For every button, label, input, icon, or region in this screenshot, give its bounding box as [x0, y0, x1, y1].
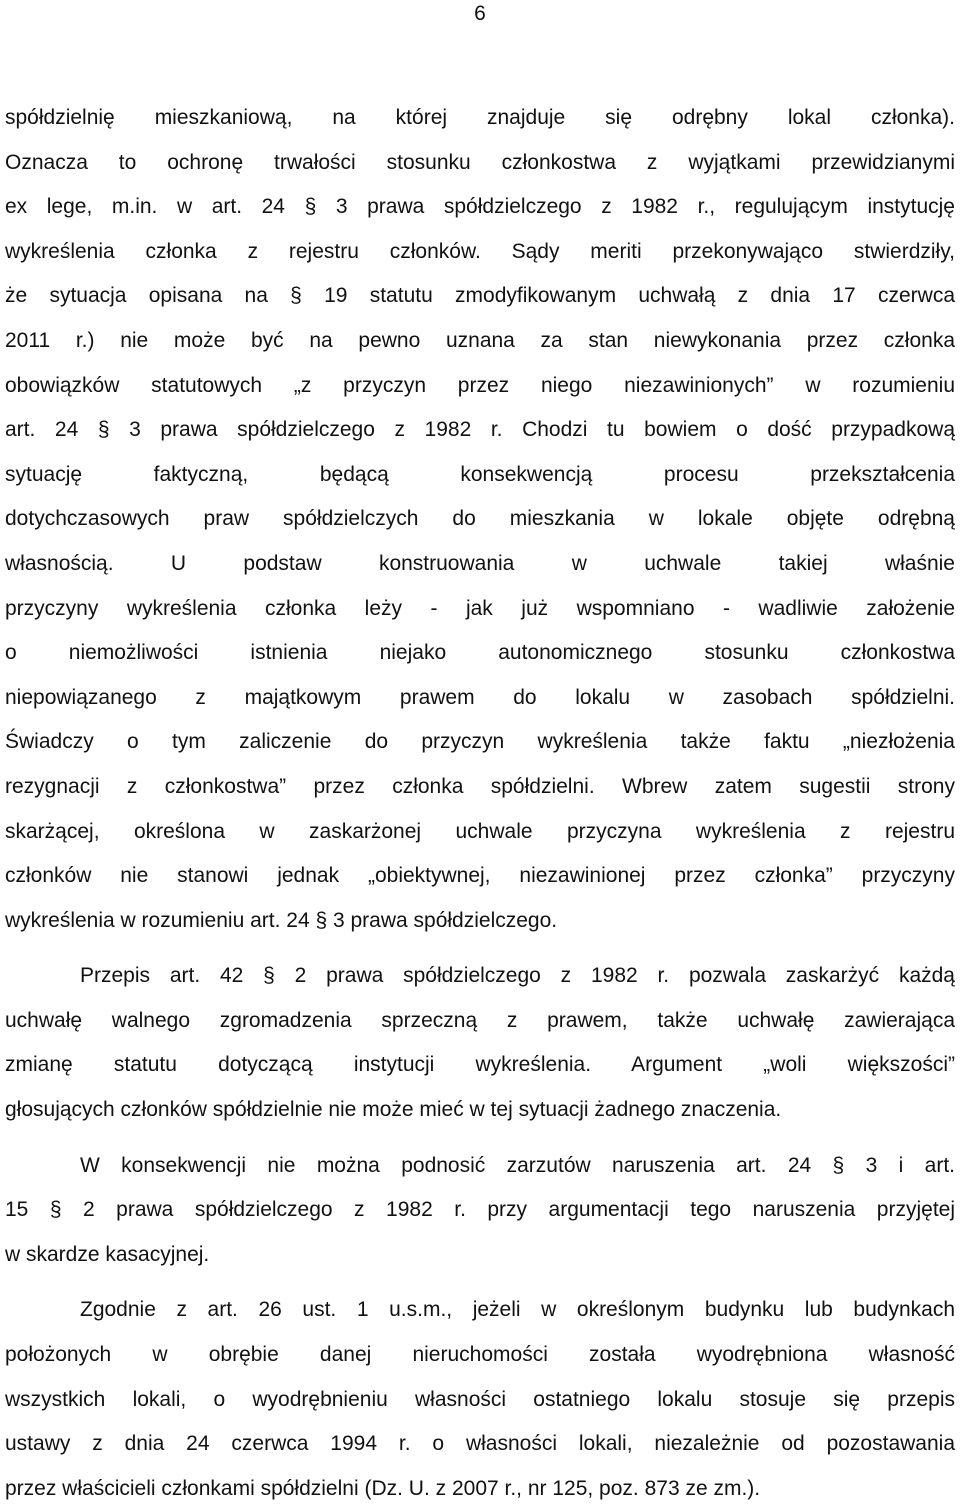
text-line: Świadczy o tym zaliczenie do przyczyn wykreślenia także faktu „niezłożenia — [5, 730, 955, 754]
paragraph-2 — [5, 954, 955, 1132]
text-line: o niemożliwości istnienia niejako autonomicznego stosunku członkostwa — [5, 641, 955, 665]
text-line: przyczyny wykreślenia członka leży - jak już wspomniano - wadliwie założenie — [5, 596, 955, 620]
paragraph-4 — [5, 1288, 955, 1511]
text-line: skarżącej, określona w zaskarżonej uchwale przyczyna wykreślenia z rejestru — [5, 819, 955, 843]
text-line: przez właścicieli członkami spółdzielni (Dz. U. z 2007 r., nr 125, poz. 873 ze zm.). — [5, 1476, 761, 1500]
text-line: 2011 r.) nie może być na pewno uznana za stan niewykonania przez członka — [5, 328, 955, 352]
text-line: obowiązków statutowych „z przyczyn przez niego niezawinionych” w rozumieniu — [5, 373, 955, 397]
text-line: w skardze kasacyjnej. — [5, 1242, 210, 1266]
text-line: spółdzielnię mieszkaniową, na której znajduje się odrębny lokal członka). — [5, 106, 955, 129]
text-line: członków nie stanowi jednak „obiektywnej, niezawinionej przez członka” przyczyny — [5, 864, 955, 888]
text-line: że sytuacja opisana na § 19 statutu zmodyfikowanym uchwałą z dnia 17 czerwca — [5, 284, 955, 308]
text-line: wszystkich lokali, o wyodrębnieniu własności ostatniego lokalu stosuje się przepis — [5, 1387, 955, 1411]
paragraph-3 — [5, 1144, 955, 1278]
text-line: ex lege, m.in. w art. 24 § 3 prawa spółdzielczego z 1982 r., regulującym instytucję — [5, 195, 955, 219]
text-line: położonych w obrębie danej nieruchomości została wyodrębniona własność — [5, 1343, 955, 1367]
text-line: W konsekwencji nie można podnosić zarzutów naruszenia art. 24 § 3 i art. — [80, 1153, 955, 1177]
text-line: głosujących członków spółdzielnie nie może mieć w tej sytuacji żadnego znaczenia. — [5, 1098, 782, 1122]
document-body — [5, 96, 955, 1511]
text-line: ustawy z dnia 24 czerwca 1994 r. o własności lokali, niezależnie od pozostawania — [5, 1432, 955, 1456]
text-line: uchwałę walnego zgromadzenia sprzeczną z prawem, także uchwałę zawierająca — [5, 1008, 955, 1032]
text-line: art. 24 § 3 prawa spółdzielczego z 1982 r. Chodzi tu bowiem o dość przypadkową — [5, 418, 955, 442]
text-line: wykreślenia w rozumieniu art. 24 § 3 prawa spółdzielczego. — [5, 908, 558, 932]
text-line: niepowiązanego z majątkowym prawem do lokalu w zasobach spółdzielni. — [5, 685, 955, 709]
text-line: Przepis art. 42 § 2 prawa spółdzielczego z 1982 r. pozwala zaskarżyć każdą — [80, 964, 955, 988]
text-line: Zgodnie z art. 26 ust. 1 u.s.m., jeżeli w określonym budynku lub budynkach — [80, 1298, 955, 1322]
text-line: wykreślenia członka z rejestru członków. Sądy meriti przekonywająco stwierdziły, — [5, 239, 955, 263]
text-line: sytuację faktyczną, będącą konsekwencją procesu przekształcenia — [5, 462, 955, 486]
page-number: 6 — [474, 2, 486, 25]
text-line: własnością. U podstaw konstruowania w uchwale takiej właśnie — [5, 551, 955, 575]
text-line: zmianę statutu dotyczącą instytucji wykreślenia. Argument „woli większości” — [5, 1053, 955, 1077]
text-line: rezygnacji z członkostwa” przez członka spółdzielni. Wbrew zatem sugestii strony — [5, 774, 955, 798]
paragraph-1 — [5, 96, 955, 943]
text-line: Oznacza to ochronę trwałości stosunku członkostwa z wyjątkami przewidzianymi — [5, 150, 955, 174]
text-line: 15 § 2 prawa spółdzielczego z 1982 r. przy argumentacji tego naruszenia przyjętej — [5, 1198, 955, 1222]
text-line: dotychczasowych praw spółdzielczych do mieszkania w lokale objęte odrębną — [5, 507, 955, 531]
